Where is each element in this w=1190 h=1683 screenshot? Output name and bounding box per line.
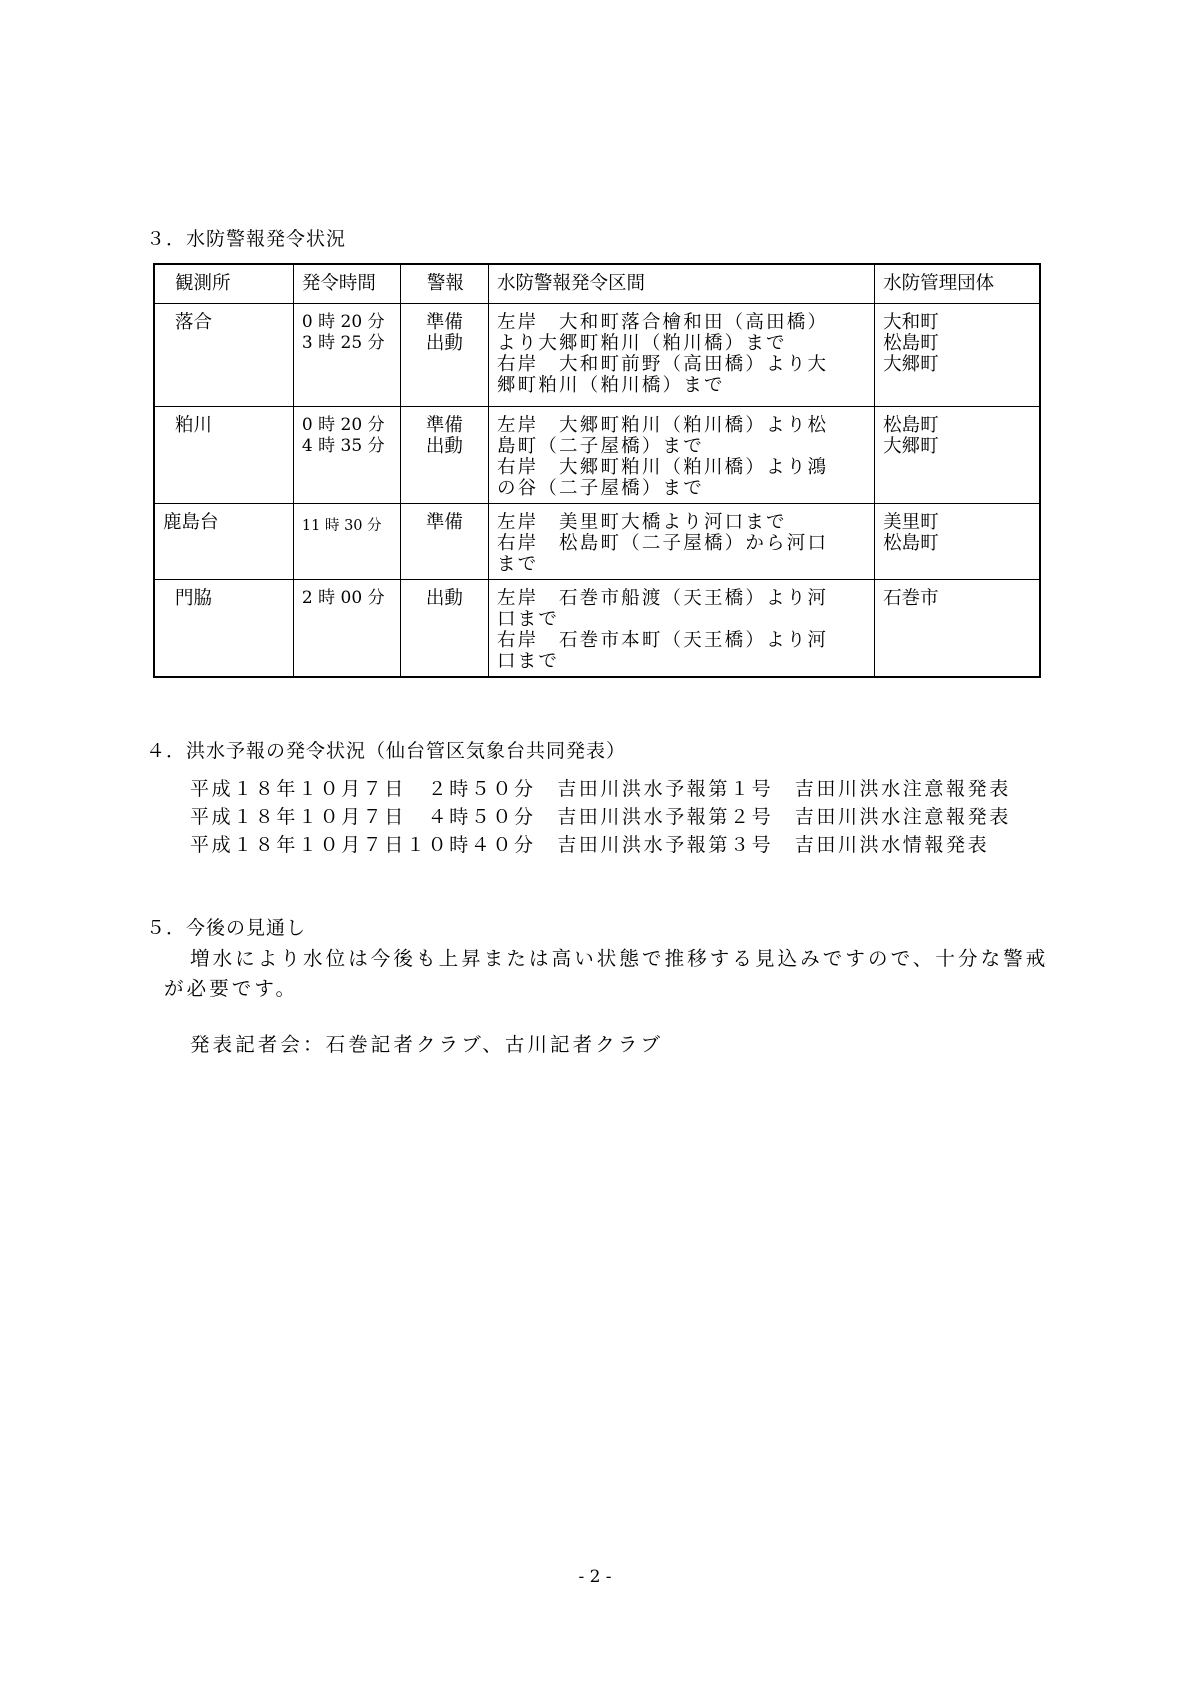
table-header-row bbox=[154, 264, 1040, 304]
forecast-line: 平成１８年１０月７日 ２時５０分 吉田川洪水予報第１号 吉田川洪水注意報発表 bbox=[190, 778, 1011, 800]
section4-heading: ４．洪水予報の発令状況（仙台管区気象台共同発表） bbox=[146, 740, 627, 762]
alert-value: 準備 bbox=[425, 312, 463, 333]
section-cell bbox=[488, 407, 874, 504]
org-value: 大郷町 bbox=[883, 354, 939, 375]
station-cell: 落合 bbox=[154, 304, 293, 407]
section-line: 口まで bbox=[496, 651, 560, 672]
time-value: 4 時 35 分 bbox=[301, 436, 385, 456]
station-cell: 粕川 bbox=[154, 407, 293, 504]
time-value: 0 時 20 分 bbox=[301, 415, 385, 435]
section3-heading: ３．水防警報発令状況 bbox=[146, 228, 347, 250]
org-cell bbox=[875, 304, 1040, 407]
time-value: 3 時 25 分 bbox=[301, 333, 385, 353]
forecast-line: 平成１８年１０月７日１０時４０分 吉田川洪水予報第３号 吉田川洪水情報発表 bbox=[190, 834, 990, 856]
outlook-text-line: 増水により水位は今後も上昇または高い状態で推移する見込みですので、十分な警戒 bbox=[190, 947, 1049, 970]
section-line: まで bbox=[496, 554, 539, 575]
org-value: 美里町 bbox=[883, 512, 939, 533]
table-row bbox=[154, 504, 1040, 580]
section-line: 島町（二子屋橋）まで bbox=[496, 436, 704, 457]
section-line: の谷（二子屋橋）まで bbox=[496, 478, 704, 499]
section-line: 右岸 松島町（二子屋橋）から河口 bbox=[496, 533, 829, 554]
flood-warning-table bbox=[153, 263, 1041, 678]
time-cell bbox=[293, 580, 400, 678]
org-cell bbox=[875, 504, 1040, 580]
header-station: 観測所 bbox=[154, 264, 293, 304]
org-value: 石巻市 bbox=[883, 588, 939, 609]
section-line: 右岸 大和町前野（高田橋）より大 bbox=[496, 354, 829, 375]
header-org: 水防管理団体 bbox=[875, 264, 1040, 304]
alert-cell bbox=[400, 304, 488, 407]
header-time: 発令時間 bbox=[293, 264, 400, 304]
section-cell bbox=[488, 304, 874, 407]
table-row bbox=[154, 580, 1040, 678]
time-value: 2 時 00 分 bbox=[301, 588, 385, 608]
table-row bbox=[154, 304, 1040, 407]
header-alert: 警報 bbox=[400, 264, 488, 304]
org-cell bbox=[875, 580, 1040, 678]
alert-value: 出動 bbox=[425, 333, 463, 354]
org-value: 松島町 bbox=[883, 415, 939, 436]
alert-value: 出動 bbox=[425, 436, 463, 457]
section-line: 左岸 大郷町粕川（粕川橋）より松 bbox=[496, 415, 829, 436]
time-cell bbox=[293, 407, 400, 504]
section5-heading: ５．今後の見通し bbox=[146, 917, 307, 939]
press-club-note: 発表記者会：石巻記者クラブ、古川記者クラブ bbox=[190, 1033, 664, 1056]
org-value: 大和町 bbox=[883, 312, 939, 333]
section-line: 左岸 美里町大橋より河口まで bbox=[496, 512, 787, 533]
section-line: 口まで bbox=[496, 609, 560, 630]
time-value: 0 時 20 分 bbox=[301, 312, 385, 332]
org-value: 松島町 bbox=[883, 533, 939, 554]
alert-value: 準備 bbox=[425, 512, 463, 533]
time-cell bbox=[293, 304, 400, 407]
page-number: - 2 - bbox=[578, 1567, 612, 1587]
org-value: 松島町 bbox=[883, 333, 939, 354]
time-value: 11 時 30 分 bbox=[301, 518, 382, 534]
alert-cell bbox=[400, 580, 488, 678]
outlook-text-line: が必要です。 bbox=[164, 977, 299, 1000]
section-line: 郷町粕川（粕川橋）まで bbox=[496, 375, 725, 396]
station-cell: 鹿島台 bbox=[154, 504, 293, 580]
forecast-line: 平成１８年１０月７日 ４時５０分 吉田川洪水予報第２号 吉田川洪水注意報発表 bbox=[190, 806, 1011, 828]
org-value: 大郷町 bbox=[883, 436, 939, 457]
station-cell: 門脇 bbox=[154, 580, 293, 678]
section-line: より大郷町粕川（粕川橋）まで bbox=[496, 333, 787, 354]
section-line: 右岸 石巻市本町（天王橋）より河 bbox=[496, 630, 829, 651]
org-cell bbox=[875, 407, 1040, 504]
section-line: 左岸 大和町落合檜和田（高田橋） bbox=[496, 312, 829, 333]
alert-value: 準備 bbox=[425, 415, 463, 436]
section-line: 左岸 石巻市船渡（天王橋）より河 bbox=[496, 588, 829, 609]
section-cell bbox=[488, 504, 874, 580]
alert-cell bbox=[400, 504, 488, 580]
alert-cell bbox=[400, 407, 488, 504]
table-row bbox=[154, 407, 1040, 504]
time-cell bbox=[293, 504, 400, 580]
header-section: 水防警報発令区間 bbox=[488, 264, 874, 304]
section-cell bbox=[488, 580, 874, 678]
alert-value: 出動 bbox=[425, 588, 463, 609]
section-line: 右岸 大郷町粕川（粕川橋）より鴻 bbox=[496, 457, 829, 478]
